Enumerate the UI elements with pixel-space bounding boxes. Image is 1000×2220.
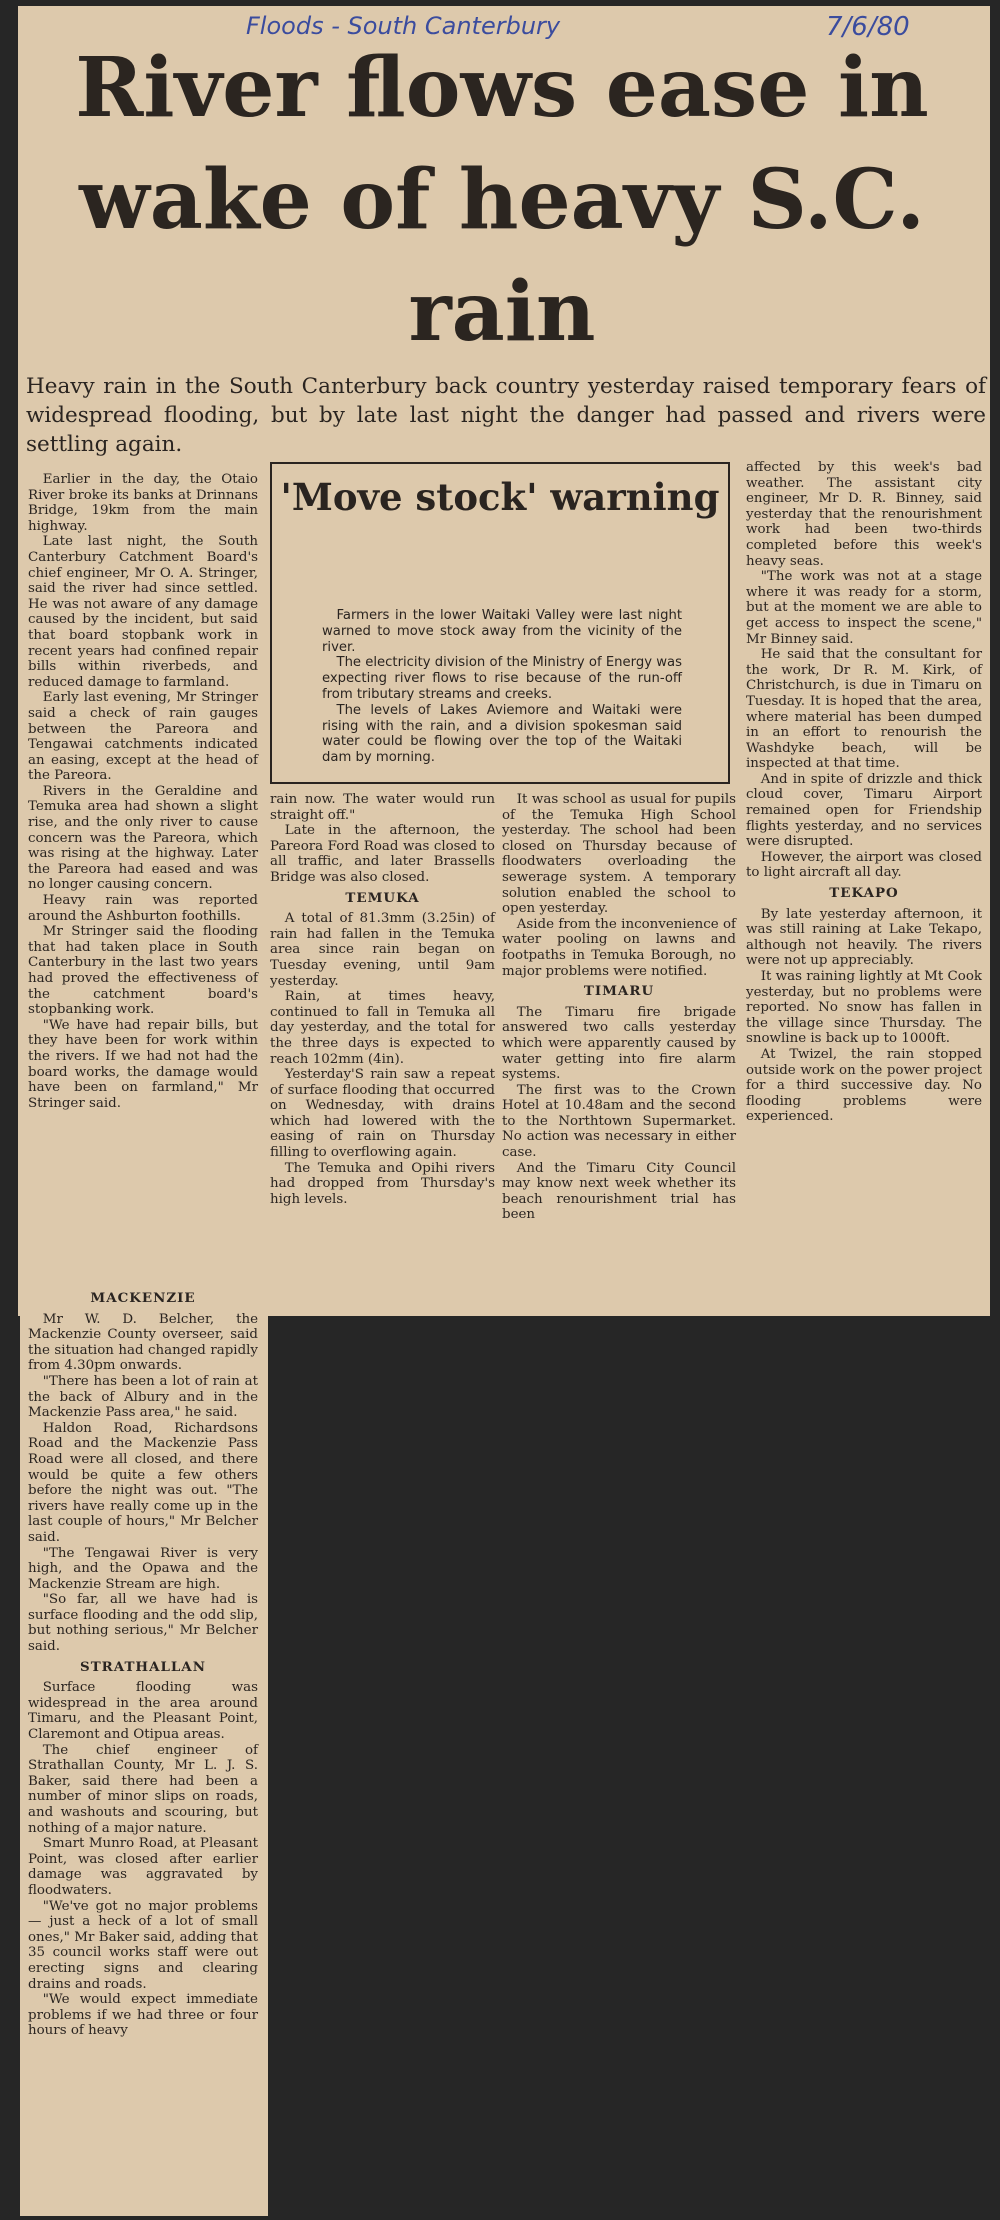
paragraph: It was raining lightly at Mt Cook yesterday, but no problems were reported. No snow has fallen in the village since Thursday. The snowline is back up to 1000ft. — [746, 969, 982, 1047]
paragraph: Late last night, the South Canterbury Catchment Board's chief engineer, Mr O. A. Stringer, said the river had since settled. He was not aware of any damage caused by the incident, but said that board stopbank work in recent years had confined repair bills within riverbeds, and reduced damage to farmland. — [28, 534, 258, 690]
handwritten-topic-note: Floods - South Canterbury — [246, 12, 561, 40]
paragraph: At Twizel, the rain stopped outside work on the power project for a third successive day. No flooding problems were experienced. — [746, 1046, 982, 1125]
paragraph: Mr W. D. Belcher, the Mackenzie County overseer, said the situation had changed rapidly from 4.30pm onwards. — [28, 1311, 258, 1374]
paragraph: Surface flooding was widespread in the area around Timaru, and the Pleasant Point, Claremont and Otipua areas. — [28, 1680, 258, 1743]
headline: River flows ease in wake of heavy S.C. rain — [75, 40, 929, 360]
paragraph: The first was to the Crown Hotel at 10.48am and the second to the Northtown Supermarket. No action was necessary in either case. — [502, 1082, 736, 1161]
paragraph: Yesterday'S rain saw a repeat of surface flooding that occurred on Wednesday, with drains which had lowered with the easing of rain on Thursday filling to overflowing again. — [270, 1067, 495, 1161]
paragraph: Rain, at times heavy, continued to fall in Temuka all day yesterday, and the total for the three days is expected to reach 102mm (4in). — [270, 989, 495, 1067]
article-column-1 — [28, 472, 258, 1111]
paragraph: Smart Munro Road, at Pleasant Point, was closed after earlier damage was aggravated by floodwaters. — [28, 1836, 258, 1898]
paragraph: Aside from the inconvenience of water pooling on lawns and footpaths in Temuka Borough, no major problems were notified. — [502, 916, 736, 979]
paragraph: "We would expect immediate problems if we had three or four hours of heavy — [28, 1992, 258, 2039]
paragraph: Early last evening, Mr Stringer said a check of rain gauges between the Pareora and Tengawai catchments indicated an easing, except at the head of the Pareora. — [28, 690, 258, 784]
section-heading-mackenzie: MACKENZIE — [90, 1290, 196, 1306]
lede-paragraph: Heavy rain in the South Canterbury back country yesterday raised temporary fears of widespread flooding, but by late last night the danger had passed and rivers were settling again. — [26, 374, 986, 457]
handwritten-date-note: 7/6/80 — [826, 12, 910, 42]
paragraph: "The Tengawai River is very high, and the Opawa and the Mackenzie Stream are high. — [28, 1545, 258, 1592]
paragraph: "So far, all we have had is surface flooding and the odd slip, but nothing serious," Mr Belcher said. — [28, 1592, 258, 1655]
paragraph: And the Timaru City Council may know next week whether its beach renourishment trial has been — [502, 1160, 736, 1223]
paragraph: Late in the afternoon, the Pareora Ford Road was closed to all traffic, and later Brassells Bridge was also closed. — [270, 823, 495, 885]
paragraph: A total of 81.3mm (3.25in) of rain had fallen in the Temuka area since rain began on Tuesday evening, until 9am yesterday. — [270, 911, 495, 989]
paragraph: Rivers in the Geraldine and Temuka area had shown a slight rise, and the only river to cause concern was the Pareora, which was rising at the highway. Later the Pareora had eased and was no longer causing concern. — [28, 783, 258, 893]
paragraph: The Timaru fire brigade answered two calls yesterday which were apparently caused by water getting into fire alarm systems. — [502, 1004, 736, 1083]
paragraph: Mr Stringer said the flooding that had taken place in South Canterbury in the last two years had proved the effectiveness of the catchment board's stopbanking work. — [28, 924, 258, 1018]
paragraph: "We have had repair bills, but they have been for work within the rivers. If we had not had the board works, the damage would have been on farmland," Mr Stringer said. — [28, 1017, 258, 1111]
article-column-2 — [270, 792, 495, 1207]
paragraph: The electricity division of the Ministry of Energy was expecting river flows to rise because of the run-off from tributary streams and creeks. — [322, 655, 682, 702]
paragraph: However, the airport was closed to light aircraft all day. — [746, 849, 982, 881]
article-column-3 — [502, 792, 736, 1223]
paragraph: The chief engineer of Strathallan County, Mr L. J. S. Baker, said there had been a number of minor slips on roads, and washouts and scouring, but nothing of a major nature. — [28, 1742, 258, 1836]
move-stock-warning-box — [270, 462, 730, 784]
box-body — [322, 608, 682, 766]
paragraph: He said that the consultant for the work, Dr R. M. Kirk, of Christchurch, is due in Timaru on Tuesday. It is hoped that the area, where material has been dumped in an effort to renourish the Washdyke beach, will be inspected at that time. — [746, 647, 982, 772]
paragraph: And in spite of drizzle and thick cloud cover, Timaru Airport remained open for Friendship flights yesterday, and no services were disrupted. — [746, 771, 982, 850]
paragraph: Heavy rain was reported around the Ashburton foothills. — [28, 893, 258, 924]
article-column-4 — [746, 460, 982, 1125]
box-title: 'Move stock' warning — [280, 475, 720, 519]
paragraph: Haldon Road, Richardsons Road and the Mackenzie Pass Road were all closed, and there would be quite a few others before the night was out. "The rivers have really come up in the last couple of hours," Mr Belcher said. — [28, 1420, 258, 1545]
article-column-1-continued — [28, 1286, 258, 2039]
paragraph: rain now. The water would run straight off." — [270, 792, 495, 823]
section-heading-tekapo: TEKAPO — [829, 885, 899, 902]
paragraph: "The work was not at a stage where it was ready for a storm, but at the moment we are able to get access to inspect the scene," Mr Binney said. — [746, 569, 982, 647]
section-heading-timaru: TIMARU — [583, 983, 655, 1000]
section-heading-temuka: TEMUKA — [345, 889, 420, 906]
paragraph: Farmers in the lower Waitaki Valley were last night warned to move stock away from the vicinity of the river. — [322, 608, 682, 655]
paragraph: affected by this week's bad weather. The assistant city engineer, Mr D. R. Binney, said yesterday that the renourishment work had been two-thirds completed before this week's heavy seas. — [746, 460, 982, 569]
paragraph: By late yesterday afternoon, it was still raining at Lake Tekapo, although not heavily. The rivers were not up appreciably. — [746, 906, 982, 969]
paragraph: Earlier in the day, the Otaio River broke its banks at Drinnans Bridge, 19km from the main highway. — [28, 472, 258, 534]
section-heading-strathallan: STRATHALLAN — [80, 1658, 206, 1675]
paragraph: "There has been a lot of rain at the back of Albury and in the Mackenzie Pass area," he said. — [28, 1373, 258, 1421]
paragraph: "We've got no major problems — just a heck of a lot of small ones," Mr Baker said, adding that 35 council works staff were out erecting signs and clearing drains and roads. — [28, 1898, 258, 1992]
paragraph: The Temuka and Opihi rivers had dropped from Thursday's high levels. — [270, 1160, 495, 1207]
paragraph: It was school as usual for pupils of the Temuka High School yesterday. The school had been closed on Thursday because of floodwaters overloading the sewerage system. A temporary solution enabled the school to open yesterday. — [502, 792, 736, 917]
paragraph: The levels of Lakes Aviemore and Waitaki were rising with the rain, and a division spokesman said water could be flowing over the top of the Waitaki dam by morning. — [322, 702, 682, 766]
